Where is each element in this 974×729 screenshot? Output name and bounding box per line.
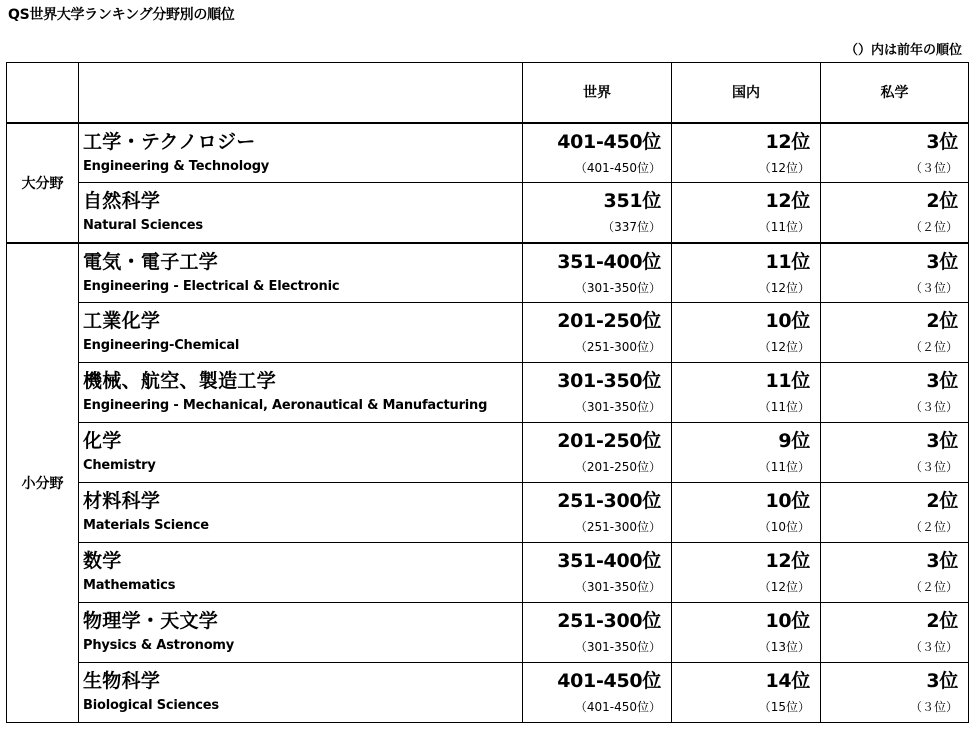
private-rank-cell	[821, 123, 969, 183]
private-rank: 3位	[926, 670, 958, 692]
world-rank-prev: （337位）	[602, 220, 661, 234]
private-rank-prev: （２位）	[909, 520, 958, 534]
world-rank-prev: （301-350位）	[574, 580, 661, 594]
domestic-rank-prev: （13位）	[758, 640, 810, 654]
table-row	[7, 123, 969, 183]
world-rank-cell	[523, 543, 672, 603]
field-cell	[79, 423, 523, 483]
private-rank-cell	[821, 663, 969, 723]
field-name-en: Materials Science	[83, 518, 209, 533]
domestic-rank-prev: （12位）	[758, 280, 810, 295]
field-name-jp: 数学	[83, 550, 122, 572]
field-cell	[79, 363, 523, 423]
domestic-rank-prev: （11位）	[758, 220, 810, 234]
field-cell	[79, 663, 523, 723]
world-rank-cell	[523, 483, 672, 543]
header-category	[7, 63, 79, 123]
world-rank-prev: （401-450位）	[574, 160, 661, 175]
table-row	[7, 363, 969, 423]
field-name-jp: 工学・テクノロジー	[83, 130, 256, 153]
world-rank-prev: （301-350位）	[574, 400, 661, 414]
table-row	[7, 543, 969, 603]
domestic-rank: 11位	[765, 370, 810, 392]
field-cell	[79, 243, 523, 303]
previous-year-note: （）内は前年の順位	[844, 43, 962, 58]
world-rank-cell	[523, 363, 672, 423]
private-rank-cell	[821, 303, 969, 363]
field-name-jp: 化学	[83, 430, 122, 452]
private-rank-cell	[821, 543, 969, 603]
domestic-rank-prev: （11位）	[758, 460, 810, 474]
private-rank-cell	[821, 363, 969, 423]
private-rank: 2位	[926, 610, 958, 632]
domestic-rank: 10位	[765, 310, 810, 332]
header-domestic: 国内	[672, 63, 821, 123]
private-rank: 3位	[926, 550, 958, 572]
world-rank: 251-300位	[557, 610, 661, 632]
private-rank: 3位	[926, 250, 958, 273]
field-name-en: Engineering - Mechanical, Aeronautical & Manufacturing	[83, 398, 488, 413]
world-rank: 301-350位	[557, 370, 661, 392]
domestic-rank: 10位	[765, 490, 810, 512]
field-cell	[79, 123, 523, 183]
domestic-rank: 14位	[765, 670, 810, 692]
domestic-rank-prev: （10位）	[758, 520, 810, 534]
table-row	[7, 483, 969, 543]
field-name-jp: 生物科学	[83, 670, 161, 692]
private-rank-prev: （２位）	[909, 220, 958, 234]
field-name-en: Engineering-Chemical	[83, 338, 240, 353]
field-name-jp: 工業化学	[83, 310, 161, 332]
private-rank-cell	[821, 423, 969, 483]
field-name-jp: 物理学・天文学	[83, 610, 219, 632]
header-private: 私学	[821, 63, 969, 123]
private-rank-prev: （２位）	[909, 340, 958, 354]
private-rank: 3位	[926, 430, 958, 452]
domestic-rank-cell	[672, 123, 821, 183]
header-world: 世界	[523, 63, 672, 123]
domestic-rank-prev: （15位）	[758, 700, 810, 714]
field-name-jp: 機械、航空、製造工学	[83, 370, 277, 392]
private-rank-prev: （３位）	[909, 280, 958, 295]
world-rank: 201-250位	[557, 430, 661, 452]
field-name-en: Engineering - Electrical & Electronic	[83, 278, 340, 294]
private-rank-prev: （３位）	[909, 700, 958, 714]
private-rank-prev: （３位）	[909, 640, 958, 654]
domestic-rank: 12位	[765, 550, 810, 572]
private-rank-cell	[821, 243, 969, 303]
field-name-en: Mathematics	[83, 578, 176, 593]
private-rank-prev: （３位）	[909, 460, 958, 474]
world-rank-cell	[523, 663, 672, 723]
domestic-rank-cell	[672, 603, 821, 663]
domestic-rank-cell	[672, 303, 821, 363]
private-rank-prev: （３位）	[909, 160, 958, 175]
world-rank-cell	[523, 183, 672, 243]
field-name-jp: 材料科学	[83, 490, 161, 512]
field-cell	[79, 483, 523, 543]
header-row	[7, 63, 969, 123]
world-rank-prev: （251-300位）	[574, 520, 661, 534]
domestic-rank: 9位	[778, 430, 810, 452]
domestic-rank-cell	[672, 483, 821, 543]
domestic-rank-cell	[672, 423, 821, 483]
private-rank-cell	[821, 183, 969, 243]
world-rank-prev: （251-300位）	[574, 340, 661, 354]
table-row	[7, 303, 969, 363]
world-rank: 351-400位	[557, 250, 661, 273]
domestic-rank-cell	[672, 543, 821, 603]
field-name-en: Physics & Astronomy	[83, 638, 235, 653]
world-rank-prev: （401-450位）	[574, 700, 661, 714]
domestic-rank-cell	[672, 183, 821, 243]
world-rank-prev: （301-350位）	[574, 280, 661, 295]
field-cell	[79, 303, 523, 363]
domestic-rank: 10位	[765, 610, 810, 632]
private-rank: 2位	[926, 310, 958, 332]
category-major: 大分野	[7, 123, 79, 243]
domestic-rank-prev: （12位）	[758, 160, 810, 175]
world-rank: 351位	[603, 190, 661, 212]
world-rank: 401-450位	[557, 130, 661, 153]
domestic-rank-prev: （12位）	[758, 340, 810, 354]
field-cell	[79, 543, 523, 603]
table-row	[7, 603, 969, 663]
domestic-rank: 11位	[765, 250, 810, 273]
private-rank: 3位	[926, 370, 958, 392]
private-rank: 3位	[926, 130, 958, 153]
world-rank-cell	[523, 423, 672, 483]
world-rank: 251-300位	[557, 490, 661, 512]
private-rank: 2位	[926, 190, 958, 212]
world-rank: 201-250位	[557, 310, 661, 332]
field-cell	[79, 183, 523, 243]
private-rank-prev: （２位）	[909, 580, 958, 594]
field-cell	[79, 603, 523, 663]
domestic-rank-cell	[672, 243, 821, 303]
private-rank-prev: （３位）	[909, 400, 958, 414]
domestic-rank: 12位	[765, 190, 810, 212]
domestic-rank-prev: （11位）	[758, 400, 810, 414]
table-row	[7, 663, 969, 723]
header-field	[79, 63, 523, 123]
field-name-en: Chemistry	[83, 458, 156, 473]
private-rank-cell	[821, 483, 969, 543]
category-minor: 小分野	[7, 243, 79, 723]
field-name-jp: 電気・電子工学	[83, 250, 219, 273]
domestic-rank-prev: （12位）	[758, 580, 810, 594]
table-row	[7, 243, 969, 303]
page-title: QS世界大学ランキング分野別の順位	[8, 7, 235, 23]
world-rank-prev: （301-350位）	[574, 640, 661, 654]
world-rank-cell	[523, 603, 672, 663]
domestic-rank-cell	[672, 663, 821, 723]
field-name-en: Natural Sciences	[83, 218, 203, 233]
domestic-rank: 12位	[765, 130, 810, 153]
private-rank-cell	[821, 603, 969, 663]
world-rank-prev: （201-250位）	[574, 460, 661, 474]
ranking-table	[6, 62, 969, 723]
world-rank-cell	[523, 303, 672, 363]
world-rank-cell	[523, 123, 672, 183]
world-rank-cell	[523, 243, 672, 303]
table-row	[7, 183, 969, 243]
domestic-rank-cell	[672, 363, 821, 423]
world-rank: 401-450位	[557, 670, 661, 692]
table-row	[7, 423, 969, 483]
field-name-en: Biological Sciences	[83, 698, 219, 713]
private-rank: 2位	[926, 490, 958, 512]
field-name-en: Engineering & Technology	[83, 158, 270, 174]
world-rank: 351-400位	[557, 550, 661, 572]
field-name-jp: 自然科学	[83, 190, 161, 212]
